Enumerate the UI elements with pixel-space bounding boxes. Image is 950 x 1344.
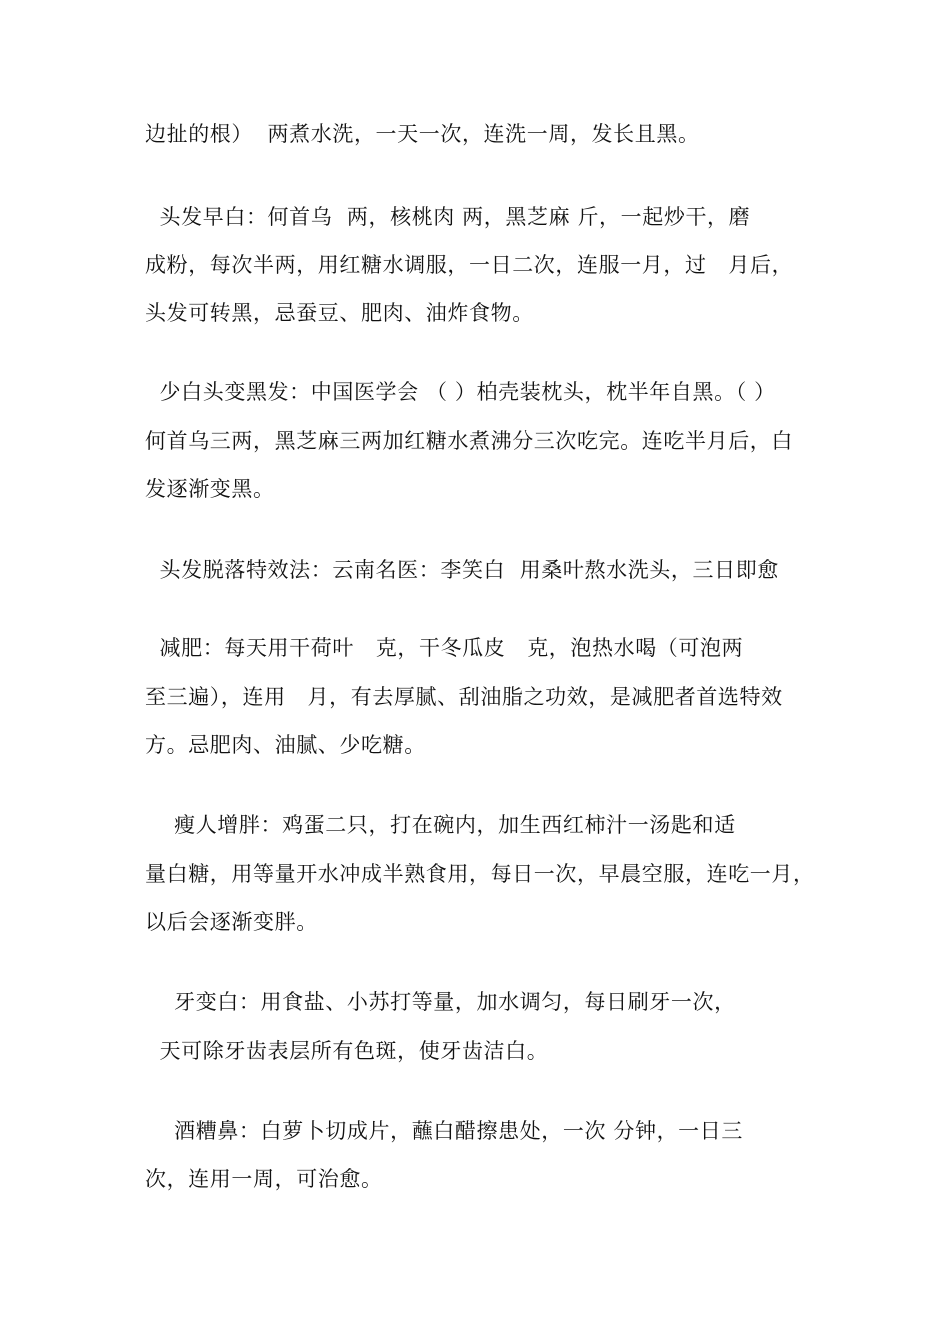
- paragraph-white-to-black-line-1: 少白头变黑发：中国医学会 （ ）柏壳装枕头，枕半年自黑。（ ）: [145, 380, 776, 404]
- paragraph-teeth-whitening-line-2: 天可除牙齿表层所有色斑，使牙齿洁白。: [145, 1039, 549, 1063]
- paragraph-rosacea-line-1: 酒糟鼻：白萝卜切成片，蘸白醋擦患处，一次 分钟，一日三: [145, 1119, 743, 1143]
- paragraph-hair-loss-line-1: 头发脱落特效法：云南名医：李笑白 用桑叶熬水洗头，三日即愈: [145, 558, 779, 582]
- paragraph-rosacea-line-2: 次，连用一周，可治愈。: [145, 1167, 383, 1191]
- paragraph-early-white-hair-line-3: 头发可转黑，忌蚕豆、肥肉、油炸食物。: [145, 301, 534, 325]
- paragraph-early-white-hair-line-1: 头发早白：何首乌 两，核桃肉 两，黑芝麻 斤，一起炒干，磨: [145, 205, 751, 229]
- paragraph-white-to-black-line-3: 发逐渐变黑。: [145, 477, 275, 501]
- paragraph-weight-loss-line-3: 方。忌肥肉、油腻、少吃糖。: [145, 733, 426, 757]
- paragraph-early-white-hair-line-2: 成粉，每次半两，用红糖水调服，一日二次，连服一月，过 月后，: [145, 253, 794, 277]
- paragraph-weight-gain-line-1: 瘦人增胖：鸡蛋二只，打在碗内，加生西红柿汁一汤匙和适: [145, 813, 736, 837]
- paragraph-white-to-black-line-2: 何首乌三两，黑芝麻三两加红糖水煮沸分三次吃完。连吃半月后，白: [145, 429, 793, 453]
- paragraph-teeth-whitening-line-1: 牙变白：用食盐、小苏打等量，加水调匀，每日刷牙一次，: [145, 990, 736, 1014]
- paragraph-weight-loss-line-1: 减肥：每天用干荷叶 克，干冬瓜皮 克，泡热水喝（可泡两: [145, 636, 744, 660]
- paragraph-hair-growth-line-1: 边扯的根） 两煮水洗，一天一次，连洗一周，发长且黑。: [145, 122, 700, 146]
- paragraph-weight-gain-line-3: 以后会逐渐变胖。: [145, 910, 318, 934]
- paragraph-weight-loss-line-2: 至三遍），连用 月，有去厚腻、刮油脂之功效，是减肥者首选特效: [145, 685, 783, 709]
- paragraph-weight-gain-line-2: 量白糖，用等量开水冲成半熟食用，每日一次，早晨空服，连吃一月，: [145, 862, 815, 886]
